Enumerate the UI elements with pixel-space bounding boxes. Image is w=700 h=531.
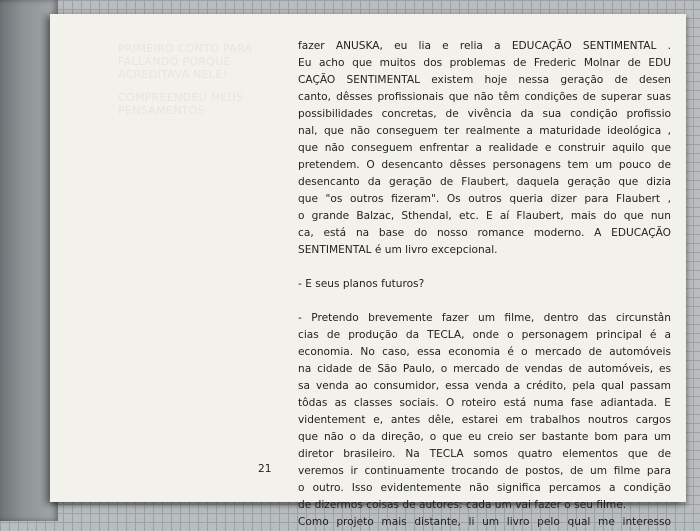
book-page <box>50 14 686 528</box>
text-line: sa venda ao consumidor, essa venda a crédito, pela qual passam <box>298 380 671 392</box>
text-line: possibilidades concretas, de vivência da sua condição profissio <box>298 108 671 120</box>
text-line: que não conseguem enfrentar a realidade e construir aquilo que <box>298 142 671 154</box>
text-line: diretor brasileiro. Na TECLA somos quatro elementos que de <box>298 448 671 460</box>
text-line: SENTIMENTAL é um livro excepcional. <box>298 244 498 256</box>
text-line: de dizermos coisas de autores: cada um vai fazer o seu filme. <box>298 499 627 511</box>
text-line: Como projeto mais distante, li um livro pelo qual me interesso <box>298 516 671 528</box>
text-line: canto, dêsses profissionais que não têm condições de superar suas <box>298 91 671 103</box>
text-line: que "os outros fizeram". Os outros queria dizer para Flaubert , <box>298 193 671 205</box>
text-line: o outro. Isso evidentemente não significa percamos a condição <box>298 482 671 494</box>
text-line: CAÇÃO SENTIMENTAL existem hoje nessa geração de desen <box>298 74 671 86</box>
text-line: que não o da direção, o que eu creio ser bastante bom para um <box>298 431 671 443</box>
text-line: o grande Balzac, Sthendal, etc. E aí Flaubert, mais do que nun <box>298 210 671 222</box>
text-line: economia. No caso, essa economia é o mercado de automóveis <box>298 346 671 358</box>
text-line: veremos ir continuamente trocando de postos, de um filme para <box>298 465 671 477</box>
text-line: ca, está na base do nosso romance moderno. A EDUCAÇÃO <box>298 227 671 239</box>
page-number: 21 <box>258 463 272 475</box>
bleed-through-line: PRIMEIRO CONTO PARA FALLANDO PORQUE ACREDITAVA NELE! <box>118 42 253 81</box>
body-text <box>298 38 671 531</box>
text-line: desencanto da geração de Flaubert, daquela geração que dizia <box>298 176 671 188</box>
text-line: fazer ANUSKA, eu lia e relia a EDUCAÇÃO SENTIMENTAL . <box>298 40 671 52</box>
text-line: - Pretendo brevemente fazer um filme, dentro das circunstân <box>298 312 671 324</box>
text-line: pretendem. O desencanto dêsses personagens tem um pouco de <box>298 159 671 171</box>
text-line: cias de produção da TECLA, onde o personagem principal é a <box>298 329 671 341</box>
text-line: tôdas as classes sociais. O roteiro está numa fase adiantada. E <box>298 397 671 409</box>
bleed-through-text <box>118 42 288 127</box>
interview-question: - E seus planos futuros? <box>298 278 425 290</box>
text-line: nal, que não conseguem ter realmente a maturidade ideológica , <box>298 125 671 137</box>
text-line: na cidade de São Paulo, o mercado de vendas de automóveis, es <box>298 363 671 375</box>
text-line: Eu acho que muitos dos problemas de Frederic Molnar de EDU <box>298 57 671 69</box>
text-line: videntement e, antes dêle, estarei em trabalhos noutros cargos <box>298 414 671 426</box>
bleed-through-line: COMPREENDEU MEUS PENSAMENTOS <box>118 91 244 117</box>
